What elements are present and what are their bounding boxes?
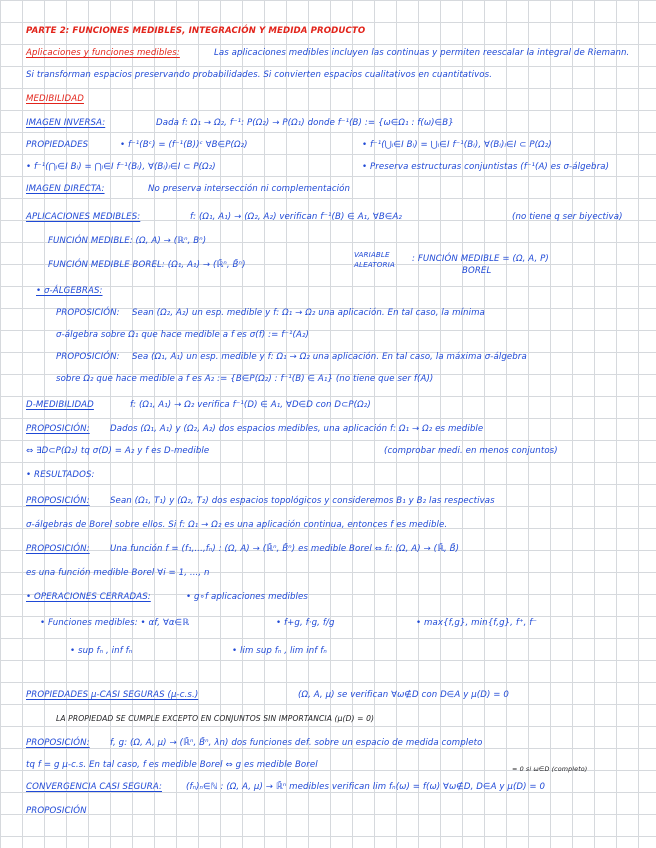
intro-label: Aplicaciones y funciones medibles:	[26, 48, 180, 58]
imagen-inversa-label: IMAGEN INVERSA:	[26, 118, 106, 128]
cs-sub-line	[0, 708, 656, 730]
aleatoria-label: ALEATORIA	[354, 260, 395, 269]
operaciones-ops-1: • f+g, f·g, f/g	[276, 618, 335, 628]
aplicaciones-medibles-label: APLICACIONES MEDIBLES:	[26, 212, 141, 222]
proposicion-d-note: (comprobar medi. en menos conjuntos)	[384, 446, 558, 456]
cs-text: (Ω, A, μ) se verifican ∀ω∉D con D∈A y μ(D) = 0	[298, 690, 509, 700]
imagen-directa-label: IMAGEN DIRECTA:	[26, 184, 105, 194]
resultados-label: • RESULTADOS:	[26, 470, 95, 480]
imagen-directa-line	[0, 178, 656, 200]
proposicion-d-line-1	[0, 418, 656, 440]
cs-line	[0, 684, 656, 706]
proposicion-d-text-2: ⇔ ∃D⊂P(Ω₂) tq σ(D) = A₂ y f es D-medible	[26, 446, 210, 456]
variable-label: VARIABLE	[354, 250, 390, 259]
propiedad-3: • f⁻¹(⋂ᵢ∈I Bᵢ) = ⋂ᵢ∈I f⁻¹(Bᵢ), ∀(Bᵢ)ᵢ∈I ⊂ P(Ω₂)	[26, 162, 216, 172]
propiedad-4: • Preserva estructuras conjuntistas (f⁻¹(A) es σ-álgebra)	[362, 162, 610, 172]
variable-aleatoria-line	[0, 254, 656, 276]
operaciones-line	[0, 586, 656, 608]
operaciones-text: • g∘f aplicaciones medibles	[186, 592, 309, 602]
proposicion-top-text-1: Sean (Ω₁, T₁) y (Ω₂, T₂) dos espacios topológicos y consideremos B₁ y B₂ las respectivas	[110, 496, 495, 506]
convergencia-line	[0, 776, 656, 798]
convergencia-note: = 0 si ω∈D (completo)	[512, 765, 588, 773]
proposicion-top-line-2	[0, 514, 656, 536]
proposicion-fn-line-2	[0, 562, 656, 584]
operaciones-label: • OPERACIONES CERRADAS:	[26, 592, 151, 602]
proposicion-cs-text-1: f, g: (Ω, A, μ) → (ℝ̄ⁿ, B̄ⁿ, λn) dos funciones def. sobre un espacio de medida completo	[110, 738, 483, 748]
prop1-line-1	[0, 302, 656, 324]
proposicion-cs-text-2: tq f = g μ-c.s. En tal caso, f es medible Borel ⇔ g es medible Borel	[26, 760, 318, 770]
proposicion-d-text-1: Dados (Ω₁, A₁) y (Ω₂, A₂) dos espacios medibles, una aplicación f: Ω₁ → Ω₂ es medible	[110, 424, 484, 434]
prop2-text-a: Sea (Ω₁, A₁) un esp. medible y f: Ω₁ → Ω₂ una aplicación. En tal caso, la máxima σ-álgebra	[132, 352, 527, 362]
operaciones-ops-3: • sup fₙ , inf fₙ	[70, 646, 133, 656]
d-medibilidad-text: f: (Ω₁, A₁) → Ω₂ verifica f⁻¹(D) ∈ A₁, ∀D∈D con D⊂P(Ω₂)	[130, 400, 371, 410]
convergencia-label: CONVERGENCIA CASI SEGURA:	[26, 782, 162, 792]
sigma-algebras-label: • σ-ÁLGEBRAS:	[36, 286, 103, 296]
title-line	[0, 20, 656, 42]
intro-line-2	[0, 64, 656, 86]
aplicaciones-medibles-line	[0, 206, 656, 228]
proposicion-cs-line-2	[0, 754, 656, 776]
section-title-medibilidad: MEDIBILIDAD	[26, 94, 84, 104]
prop1-text-b: σ-álgebra sobre Ω₁ que hace medible a f es σ(f) := f⁻¹(A₂)	[56, 330, 309, 340]
propiedades-label: PROPIEDADES	[26, 140, 89, 150]
prop1-line-2	[0, 324, 656, 346]
proposicion-final: PROPOSICIÓN	[26, 806, 87, 816]
funciones-medibles: • Funciones medibles: • αf, ∀α∈ℝ	[40, 618, 190, 628]
proposicion-d-label: PROPOSICIÓN:	[26, 424, 90, 434]
funciones-line-2	[0, 640, 656, 662]
imagen-inversa-text: Dada f: Ω₁ → Ω₂, f⁻¹: P(Ω₂) → P(Ω₁) donde f⁻¹(B) := {ω∈Ω₁ : f(ω)∈B}	[156, 118, 454, 128]
prop1-text-a: Sean (Ω₂, A₂) un esp. medible y f: Ω₁ → Ω₂ una aplicación. En tal caso, la mínima	[132, 308, 485, 318]
proposicion-cs-line-1	[0, 732, 656, 754]
section-medibilidad	[0, 88, 656, 110]
cs-label: PROPIEDADES μ-CASI SEGURAS (μ-c.s.)	[26, 690, 199, 700]
intro-text-2: Si transforman espacios preservando probabilidades. Si convierten espacios cualitativos en cuantitativos.	[26, 70, 493, 80]
proposicion-fn-text-2: es una función medible Borel ∀i = 1, ..., n	[26, 568, 210, 578]
resultados-line	[0, 464, 656, 486]
operaciones-ops-2: • max{f,g}, min{f,g}, f⁺, f⁻	[416, 618, 538, 628]
imagen-inversa-line	[0, 112, 656, 134]
proposicion-final-line	[0, 800, 656, 822]
variable-aleatoria-text: : FUNCIÓN MEDIBLE = (Ω, A, P)	[412, 254, 549, 264]
proposicion-fn-label: PROPOSICIÓN:	[26, 544, 90, 554]
aplicaciones-medibles-note: (no tiene q ser biyectiva)	[512, 212, 623, 222]
variable-aleatoria-borel: BOREL	[462, 266, 492, 276]
prop2-text-b: sobre Ω₂ que hace medible a f es A₂ := {B∈P(Ω₂) : f⁻¹(B) ∈ A₁} (no tiene que ser f(A))	[56, 374, 434, 384]
proposicion-fn-line-1	[0, 538, 656, 560]
d-medibilidad-line	[0, 394, 656, 416]
proposicion-top-label: PROPOSICIÓN:	[26, 496, 90, 506]
prop2-line-2	[0, 368, 656, 390]
proposicion-top-text-2: σ-álgebras de Borel sobre ellos. Si f: Ω₁ → Ω₂ es una aplicación continua, entonces f es medible.	[26, 520, 448, 530]
prop2-line-1	[0, 346, 656, 368]
prop1-label: PROPOSICIÓN:	[56, 308, 120, 318]
prop2-label: PROPOSICIÓN:	[56, 352, 120, 362]
cs-sub: LA PROPIEDAD SE CUMPLE EXCEPTO EN CONJUNTOS SIN IMPORTANCIA (μ(D) = 0)	[56, 714, 375, 723]
funcion-medible: FUNCIÓN MEDIBLE: (Ω, A) → (ℝⁿ, Bⁿ)	[48, 236, 207, 246]
propiedades-line-1	[0, 134, 656, 156]
propiedad-1: • f⁻¹(Bᶜ) = (f⁻¹(B))ᶜ ∀B∈P(Ω₂)	[120, 140, 248, 150]
convergencia-text: (fₙ)ₙ∈ℕ : (Ω, A, μ) → ℝ̄ⁿ medibles verifican lim fₙ(ω) = f(ω) ∀ω∉D, D∈A y μ(D) = 0	[186, 782, 546, 792]
page-title: PARTE 2: FUNCIONES MEDIBLES, INTEGRACIÓN Y MEDIDA PRODUCTO	[26, 26, 366, 36]
operaciones-ops-4: • lim sup fₙ , lim inf fₙ	[232, 646, 327, 656]
propiedades-line-2	[0, 156, 656, 178]
d-medibilidad-label: D-MEDIBILIDAD	[26, 400, 94, 410]
intro-line-1	[0, 42, 656, 64]
imagen-directa-text: No preserva intersección ni complementación	[148, 184, 351, 194]
proposicion-fn-text-1: Una función f = (f₁,...,fₙ) : (Ω, A) → (ℝ̄ⁿ, B̄ⁿ) es medible Borel ⇔ fᵢ: (Ω, A) → (ℝ̄, B̄)	[110, 544, 460, 554]
proposicion-d-line-2	[0, 440, 656, 462]
proposicion-cs-label: PROPOSICIÓN:	[26, 738, 90, 748]
aplicaciones-medibles-text: f: (Ω₁, A₁) → (Ω₂, A₂) verifican f⁻¹(B) ∈ A₁, ∀B∈A₂	[190, 212, 402, 222]
funcion-medible-borel: FUNCIÓN MEDIBLE BOREL: (Ω₁, A₁) → (ℝ̄ⁿ, B̄ⁿ)	[48, 260, 246, 270]
proposicion-top-line-1	[0, 490, 656, 512]
funciones-line-1	[0, 612, 656, 634]
sigma-algebras-line	[0, 280, 656, 302]
intro-text-1: Las aplicaciones medibles incluyen las continuas y permiten reescalar la integral de Riemann.	[214, 48, 630, 58]
propiedad-2: • f⁻¹(⋃ᵢ∈I Bᵢ) = ⋃ᵢ∈I f⁻¹(Bᵢ), ∀(Bᵢ)ᵢ∈I ⊂ P(Ω₂)	[362, 140, 552, 150]
